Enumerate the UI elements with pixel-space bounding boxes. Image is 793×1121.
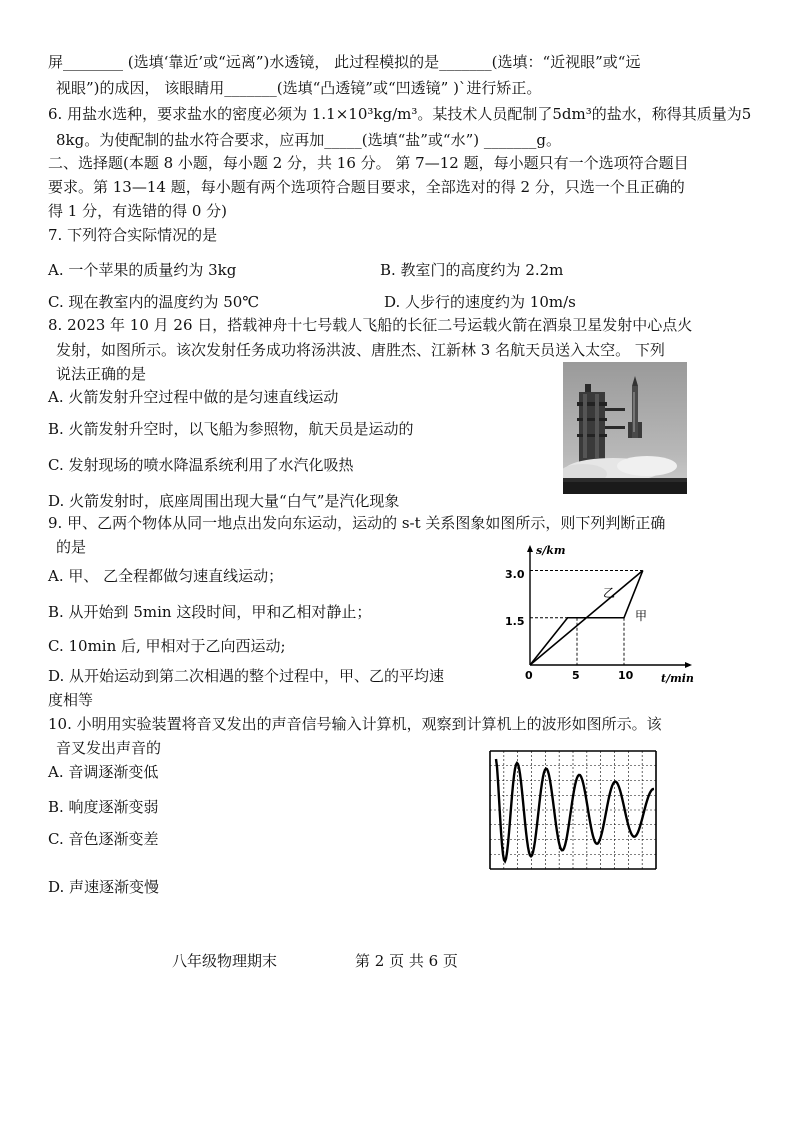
q9-stem-1: 9. 甲、乙两个物体从同一地点出发向东运动，运动的 s-t 关系图象如图所示，则下列判断正确 xyxy=(48,514,666,532)
q8-stem-2: 发射，如图所示。该次发射任务成功将汤洪波、唐胜杰、江新林 3 名航天员送入太空。 下列 xyxy=(56,341,665,359)
footer-page-number: 第 2 页 共 6 页 xyxy=(355,952,458,970)
q7-option-a: A. 一个苹果的质量约为 3kg xyxy=(48,261,237,279)
x-tick-label-0: 0 xyxy=(525,669,533,682)
q8-stem-3: 说法正确的是 xyxy=(56,365,147,383)
q7-stem: 7. 下列符合实际情况的是 xyxy=(48,226,218,244)
footer-subject: 八年级物理期末 xyxy=(172,952,278,970)
q8-option-a: A. 火箭发射升空过程中做的是匀速直线运动 xyxy=(48,388,339,406)
series-label-jia: 甲 xyxy=(635,609,648,623)
series-label-yi: 乙 xyxy=(603,586,616,600)
q10-option-a: A. 音调逐渐变低 xyxy=(48,763,159,781)
text-line-2: 视眼”)的成因， 该眼睛用_______(选填“凸透镜”或“凹透镜” )`进行矫正。 xyxy=(56,79,542,97)
q9-option-b: B. 从开始到 5min 这段时间，甲和乙相对静止； xyxy=(48,603,372,621)
q9-option-c: C. 10min 后, 甲相对于乙向西运动; xyxy=(48,637,286,655)
q7-option-d: D. 人步行的速度约为 10m/s xyxy=(384,293,576,311)
x-axis-arrow xyxy=(685,662,692,668)
q10-stem-2: 音叉发出声音的 xyxy=(56,739,162,757)
y-axis-arrow xyxy=(527,545,533,552)
q10-stem-1: 10. 小明用实验装置将音叉发出的声音信号输入计算机，观察到计算机上的波形如图所示。该 xyxy=(48,715,662,733)
q10-option-c: C. 音色逐渐变差 xyxy=(48,830,159,848)
x-axis-label: t/min xyxy=(661,672,694,685)
x-tick-label-10: 10 xyxy=(618,669,634,682)
q9-option-d-line-1: D. 从开始运动到第二次相遇的整个过程中，甲、乙的平均速 xyxy=(48,667,445,685)
section-heading-line-1: 二、选择题(本题 8 小题，每小题 2 分，共 16 分。 第 7—12 题，每小题只有一个选项符合题目 xyxy=(48,154,689,172)
text-line-1: 屏________ (选填‘靠近’或“远离”)水透镜， 此过程模拟的是_______(选填：“近视眼”或“远 xyxy=(48,53,641,71)
y-tick-label-1-5: 1.5 xyxy=(505,615,525,628)
q6-line-1: 6. 用盐水选种，要求盐水的密度必须为 1.1×10³kg/m³。某技术人员配制了5dm³的盐水，称得其质量为5 xyxy=(48,105,752,123)
q10-option-d: D. 声速逐渐变慢 xyxy=(48,878,160,896)
section-heading-line-2: 要求。第 13—14 题，每小题有两个选项符合题目要求，全部选对的得 2 分，只选一个且正确的 xyxy=(48,178,685,196)
q8-option-c: C. 发射现场的喷水降温系统利用了水汽化吸热 xyxy=(48,456,354,474)
q8-option-d: D. 火箭发射时，底座周围出现大量“白气”是汽化现象 xyxy=(48,492,400,510)
s-t-graph xyxy=(500,540,700,690)
q9-stem-2: 的是 xyxy=(56,538,87,556)
q8-stem-1: 8. 2023 年 10 月 26 日，搭载神舟十七号载人飞船的长征二号运载火箭在酒泉卫星发射中心点火 xyxy=(48,316,693,334)
section-heading-line-3: 得 1 分，有选错的得 0 分) xyxy=(48,202,228,220)
y-tick-label-3-0: 3.0 xyxy=(505,568,525,581)
q7-option-c: C. 现在教室内的温度约为 50℃ xyxy=(48,293,260,311)
y-axis-label: s/km xyxy=(536,544,566,557)
q6-line-2: 8kg。为使配制的盐水符合要求，应再加_____(选填“盐”或“水”) _______g。 xyxy=(56,131,561,149)
q8-option-b: B. 火箭发射升空时，以飞船为参照物，航天员是运动的 xyxy=(48,420,414,438)
x-tick-label-5: 5 xyxy=(572,669,580,682)
q7-option-b: B. 教室门的高度约为 2.2m xyxy=(380,261,564,279)
rocket-launch-photo xyxy=(563,362,687,494)
q9-option-d-line-2: 度相等 xyxy=(48,691,94,709)
q10-option-b: B. 响度逐渐变弱 xyxy=(48,798,159,816)
sound-waveform-figure xyxy=(488,749,658,871)
q9-option-a: A. 甲、 乙全程都做匀速直线运动； xyxy=(48,567,284,585)
